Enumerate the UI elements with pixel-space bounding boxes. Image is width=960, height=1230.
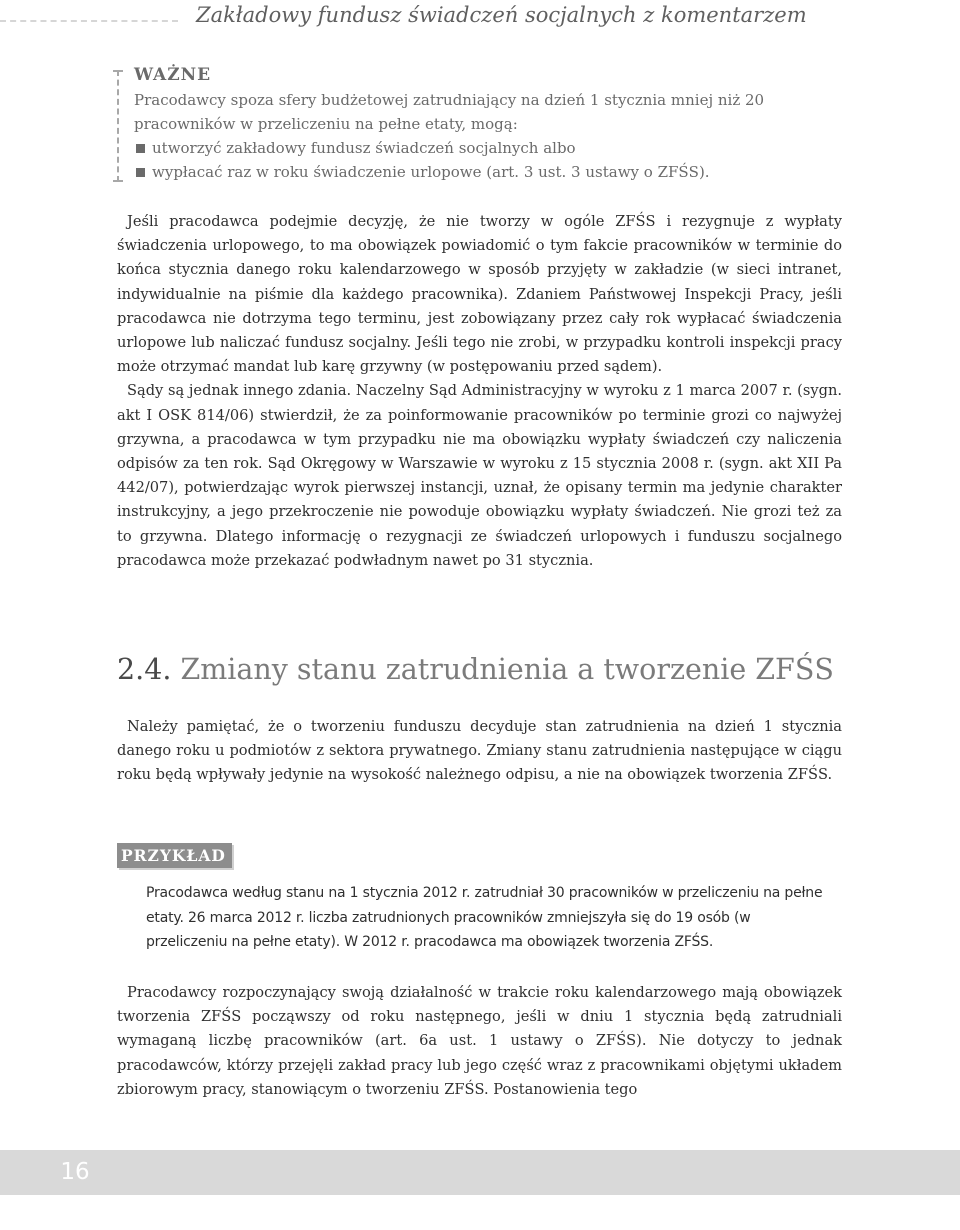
example-text: Pracodawca według stanu na 1 stycznia 2012 r. zatrudniał 30 pracowników w przeliczeniu na pełne etaty. 26 marca 2012 r. liczba zatrudnionych pracowników zmniejszyła się do 19 osób (w przeliczeniu na pełne etaty). W 2012 r. pracodawca ma obowiązek tworzenia ZFŚS. [146, 885, 823, 950]
header-dashed-rule [0, 20, 178, 22]
callout-list [134, 136, 859, 184]
callout-item-text: wypłacać raz w roku świadczenie urlopowe (art. 3 ust. 3 ustawy o ZFŚS). [152, 163, 710, 181]
footer-bar [0, 1150, 960, 1195]
square-bullet-icon [136, 168, 145, 177]
callout-list-item [134, 136, 859, 160]
body-section-1 [117, 210, 842, 573]
square-bullet-icon [136, 144, 145, 153]
callout-bracket-rule [117, 70, 119, 182]
callout-list-item [134, 160, 859, 184]
section-number: 2.4. [117, 653, 172, 686]
callout-title: WAŻNE [134, 65, 212, 85]
section-title: Zmiany stanu zatrudnienia a tworzenie ZFŚS [180, 653, 834, 686]
paragraph: Jeśli pracodawca podejmie decyzję, że nie tworzy w ogóle ZFŚS i rezygnuje z wypłaty świadczenia urlopowego, to ma obowiązek powiadomić o tym fakcie pracowników w terminie do końca stycznia danego roku kalendarzowego w sposób przyjęty w zakładzie (w sieci intranet, indywidualnie na piśmie dla każdego pracownika). Zdaniem Państwowej Inspekcji Pracy, jeśli pracodawca nie dotrzyma tego terminu, jest zobowiązany przez cały rok wypłacać świadczenia urlopowe lub naliczać fundusz socjalny. Jeśli tego nie zrobi, w przypadku kontroli inspekcji pracy może otrzymać mandat lub karę grzywny (w postępowaniu przed sądem). [117, 213, 842, 376]
page-number: 16 [60, 1159, 90, 1185]
running-header: Zakładowy fundusz świadczeń socjalnych z komentarzem [196, 3, 807, 27]
body-section-3 [117, 981, 842, 1102]
paragraph: Pracodawcy rozpoczynający swoją działalność w trakcie roku kalendarzowego mają obowiązek tworzenia ZFŚS począwszy od roku następnego, jeśli w dniu 1 stycznia będą zatrudniali wymaganą liczbę pracowników (art. 6a ust. 1 ustawy o ZFŚS). Nie dotyczy to jednak pracodawców, którzy przejęli zakład pracy lub jego część wraz z pracownikami objętymi układem zbiorowym pracy, stanowiącym o tworzeniu ZFŚS. Postanowienia tego [117, 984, 842, 1098]
example-label: PRZYKŁAD [117, 843, 232, 868]
callout-intro: Pracodawcy spoza sfery budżetowej zatrudniający na dzień 1 stycznia mniej niż 20 pracowników w przeliczeniu na pełne etaty, mogą: [134, 91, 765, 133]
paragraph: Należy pamiętać, że o tworzeniu funduszu decyduje stan zatrudnienia na dzień 1 stycznia danego roku u podmiotów z sektora prywatnego. Zmiany stanu zatrudnienia następujące w ciągu roku będą wpływały jedynie na wysokość należnego odpisu, a nie na obowiązek tworzenia ZFŚS. [117, 718, 842, 784]
body-section-2 [117, 715, 842, 788]
callout-body [134, 88, 859, 184]
paragraph: Sądy są jednak innego zdania. Naczelny Sąd Administracyjny w wyroku z 1 marca 2007 r. (sygn. akt I OSK 814/06) stwierdził, że za poinformowanie pracowników po terminie grozi co najwyżej grzywna, a pracodawca w tym przypadku nie ma obowiązku wypłaty świadczeń czy naliczenia odpisów za ten rok. Sąd Okręgowy w Warszawie w wyroku z 15 stycznia 2008 r. (sygn. akt XII Pa 442/07), potwierdzając wyrok pierwszej instancji, uznał, że opisany termin ma jedynie charakter instrukcyjny, a jego przekroczenie nie powoduje obowiązku wypłaty świadczeń. Nie grozi też za to grzywna. Dlatego informację o rezygnacji ze świadczeń urlopowych i funduszu socjalnego pracodawca może przekazać podwładnym nawet po 31 stycznia. [117, 382, 842, 569]
section-heading [117, 648, 877, 692]
callout-item-text: utworzyć zakładowy fundusz świadczeń socjalnych albo [152, 139, 576, 157]
